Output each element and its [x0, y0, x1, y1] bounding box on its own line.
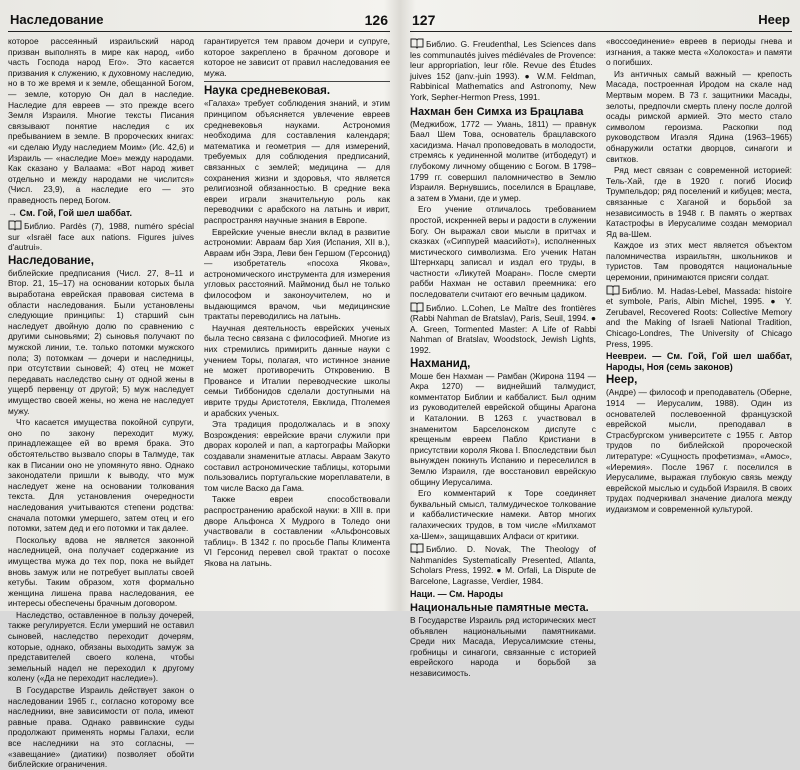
paragraph: которое рассеянный израильский народ призван выполнять в мире как народ, «ибо часть Господа народ Его». Это касается призвания к служению, к духовному наследию, но в то же время и к земле, обещанной Богом, — земле, которую Он дал в наследие. Наследие для евреев — это прежде всего Земля Израиля. Многие тексты Писания связывают понятие наследия с их пребыванием в земле. В пророческих книгах: «и сделаю Иуду наследием Моим» (Ис. 42,6) и Израиль — «наследие Мое» между народами. Как сказано у Валаама: «Вот народ живет отдельно и между народами не числится» (Числ. 23,9), а наследие его — это праведность перед Богом. [8, 36, 194, 205]
paragraph: Также евреи способствовали распространению арабской науки: в XIII в. при дворе Альфонса X Мудрого в Толедо они участвовали в составлении «Альфонсовых таблиц». В 1342 г. по просьбе Папы Климента VI Герсонид перевел свой трактат о посохе Якова на латынь. [204, 494, 390, 568]
book-icon [410, 38, 424, 48]
bibliography [8, 220, 194, 253]
headword: Национальные памятные места. [410, 602, 589, 615]
paragraph: «воссоединение» евреев в периоды гнева и изгнания, а также места «Холокоста» и памяти о погибших. [606, 36, 792, 68]
bibliography-text: Библио. Pardès (7), 1988, numéro spécial sur «Israël face aux nations. Figures juives d'autrui». [8, 221, 194, 253]
paragraph: Что касается имущества покойной супруги, оно по закону переходит мужу, принадлежащее ей во время брака. Это обстоятельство вызвало споры в Талмуде, так как в Писании оно не упомянуто явно. Однако законодатели пришли к выводу, что муж наследует жене на основании толкования текста. Для установления очередности наследования учитываются степени родства: сначала потомки умершего, затем отец и его потомки, затем дед и его потомки и так далее. [8, 417, 194, 534]
running-title: Неер [758, 12, 790, 27]
bibliography [606, 285, 792, 350]
headword: Неер, [606, 374, 638, 387]
paragraph: «Галаха» требует соблюдения знаний, и этим принципом объясняется увлечение евреев средневековья науками. Астрономия необходима для составления календаря; математика и геометрия — для измерений, требуемых для соблюдения предписаний, связанных с землей; медицина — для сохранения жизни и здоровья, что является религиозной обязанностью. В средние века евреи играли значительную роль как переводчики с арабского на латынь и иврит, распространяя научные знания в Европе. [204, 98, 390, 225]
bibliography-text: Библио. G. Freudenthal, Les Sciences dans les communautés juives médiévales de Provence: leur appropriation, leur rôle. Revue des Études juives 152 (janv.-juin 1993). ● W.M. Feldman, Rabbinical Mathematics and Astronomy, New York, Sepher-Hermon Press, 1991. [410, 39, 596, 102]
see-also: Неевреи. — См. Гой, Гой шел шаббат, Народы, Ноя (семь законов) [606, 351, 792, 372]
paragraph: Каждое из этих мест является объектом паломничества израильтян, школьников и туристов. Там проводятся национальные церемонии, принимаются присяги солдат. [606, 240, 792, 283]
see-also: Наци. — См. Народы [410, 588, 504, 599]
paragraph: Ряд мест связан с современной историей: Тель-Хай, где в 1920 г. погиб Иосиф Трумпельдор; ряд поселений и кибуцев; места, связанные с Хаганой и борьбой за независимость в 1948 г. В память о жертвах Катастрофы в Иерусалиме создан мемориал Яд ва-Шем. [606, 165, 792, 239]
headword: Нахман бен Симха из Брацлава [410, 105, 584, 118]
paragraph: Научная деятельность еврейских ученых была тесно связана с философией. Многие из них стремились примирить данные науки с учением Торы, полагая, что истинное знание не может противоречить Откровению. В Провансе и Италии переводческие школы семьи Тиббонидов сделали доступными на иврите труды Аристотеля, Евклида, Птолемея и арабских ученых. [204, 322, 390, 418]
book-icon [410, 302, 424, 312]
bibliography-text: Библио. D. Novak, The Theology of Nahmanides Systematically Presented, Atlanta, Scholars Press, 1992. ● M. Orfali, La Dispute de Barcelone, Lagrasse, Verdier, 1984. [410, 544, 596, 586]
left-page [0, 0, 398, 770]
bibliography [410, 543, 596, 586]
running-head-left [8, 10, 390, 32]
paragraph: Моше бен Нахман — Рамбан (Жирона 1194 — Акра 1270) — виднейший талмудист, комментатор Библии и каббалист. Был одним из руководителей еврейской общины Арагона и Каталонии. В 1263 г. участвовал в знаменитом Барселонском диспуте с крещеным евреем Пабло Кристиани в присутствии короля Якова I. Впоследствии был вынужден покинуть Испанию и переселился в Землю Израиля, где восстановил еврейскую общину Иерусалима. [410, 370, 596, 487]
page-number: 127 [412, 12, 436, 28]
running-head-right [410, 10, 792, 32]
paragraph: (Меджибож, 1772 — Умань, 1811) — правнук Баал Шем Това, основатель брацлавского хасидизма. Начал проповедовать в молодости, стремясь к уединенной молитве (итбодедут) и глубокому личному общению с Богом. В 1798–1799 гг. совершил паломничество в Землю Израиля. Вернувшись, поселился в Брацлаве, а затем в Умани, где и умер. [410, 118, 596, 203]
left-column-2 [204, 36, 390, 608]
paragraph: Из античных самый важный — крепость Масада, построенная Иродом на скале над Мертвым морем. В 73 г. защитники Масады, зелоты, предпочли смерть плену после долгой осады римской армией. Это место стало символом героизма. Раскопки под руководством Игаэля Ядина (1963–1965) обнаружили остатки дворцов, синагоги и свитков. [606, 68, 792, 164]
right-page [402, 0, 800, 679]
paragraph: (Андре) — философ и преподаватель (Оберне, 1914 — Иерусалим, 1988). Один из основателей послевоенной французской еврейской мысли, преподавал в Страсбургском университете с 1955 г. Автор трудов по библейской пророческой литературе: «Сущность профетизма», «Амос», «Иеремия». После 1967 г. поселился в Иерусалиме, выражая глубокую связь между еврейской мыслью и судьбой Израиля. В своих трудах подчеркивал значение диалога между иудаизмом и современной культурой. [606, 387, 792, 514]
headword: Нахманид, [410, 357, 471, 370]
right-column-1 [410, 36, 596, 679]
paragraph: В Государстве Израиль действует закон о наследовании 1965 г., согласно которому все наследники, вне зависимости от пола, имеют равные права. Однако раввинские суды продолжают применять нормы Галахи, если все наследники на это согласны, — «завещание» (диатики) позволяет обойти библейские ограничения. [8, 685, 194, 770]
paragraph: В Государстве Израиль ряд исторических мест объявлен национальными памятниками. Среди них Масада, Иерусалимские стены, гробницы и синагоги, связанные с историей еврейского народа и борьбой за независимость. [410, 615, 596, 679]
paragraph: Его учение отличалось требованием простой, искренней веры и радости в служении Богу. Он выражал свои мысли в притчах и сказках («Сиппурей маасийот»), исполненных мистического символизма. Его ученик Натан Штернхарц записал и издал его труды, в частности «Ликутей Моаран». После смерти рабби Нахман не оставил преемника: его последователи считают его вечным цадиком. [410, 204, 596, 300]
left-column-1 [8, 36, 194, 770]
paragraph: Его комментарий к Торе соединяет буквальный смысл, талмудическое толкование и каббалистические намеки. Автор многих галахических трудов, в том числе «Милхамот ха-Шем», защищавших Алфаси от критики. [410, 488, 596, 541]
page-number: 126 [364, 12, 388, 28]
bibliography-text: Библио. L.Cohen, Le Maître des frontières (Rabbi Nahman de Bratslav), Paris, Seuil, 1994. ● A. Green, Tormented Master: A Life of Rabbi Nahman of Bratslav, Woodstock, Jewish Lights, 1992. [410, 302, 596, 356]
running-title: Наследование [10, 12, 104, 27]
see-also: → См. Гой, Гой шел шаббат. [8, 207, 133, 218]
paragraph: Эта традиция продолжалась и в эпоху Возрождения: еврейские врачи служили при дворах королей и пап, а картографы Майорки создавали знаменитые атласы. Авраам Закуто составил астрономические таблицы, которыми пользовались португальские мореплаватели, в том числе Васко да Гама. [204, 419, 390, 493]
headword: Наука средневековая. [204, 85, 331, 98]
paragraph: Поскольку вдова не является законной наследницей, она получает содержание из имущества мужа до тех пор, пока не выйдет вновь замуж или не потребует выплаты своей кетубы. Таким образом, хотя формально женщина лишена права наследования, ее интересы обеспечены брачным договором. [8, 534, 194, 609]
paragraph: Наследство, оставленное в пользу дочерей, также регулируется. Если умерший не оставил сыновей, наследство переходит дочерям, которые, однако, обязаны выходить замуж за представителей своего колена, чтобы земельный надел не переходил к другому колену («Да не переходит наследие»). [8, 609, 194, 684]
book-icon [8, 220, 22, 230]
book-icon [410, 543, 424, 553]
divider [204, 81, 390, 82]
paragraph: Еврейские ученые внесли вклад в развитие астрономии: Авраам бар Хия (Испания, XII в.), Авраам ибн Эзра, Леви бен Гершом (Герсонид) — изобретатель «посоха Якова», астрономического инструмента для измерения угловых расстояний. Маймонид был не только философом и законоучителем, но и выдающимся врачом, чьи медицинские трактаты переводились на латынь. [204, 226, 390, 322]
book-icon [606, 285, 620, 295]
bibliography-text: Библио. M. Hadas-Lebel, Massada: histoire et symbole, Paris, Albin Michel, 1995. ● Y. Zerubavel, Recovered Roots: Collective Memory and the Making of Israeli National Tradition, Chicago-Londres, The University of Chicago Press, 1995. [606, 285, 792, 349]
headword: Наследование, [8, 254, 94, 267]
bibliography [410, 302, 596, 356]
paragraph: гарантируется тем правом дочери и супруге, которое закреплено в брачном договоре и которое не зависит от правил наследования ее мужа. [204, 36, 390, 78]
paragraph: библейские предписания (Числ. 27, 8–11 и Втор. 21, 15–17) на основании которых была выработана еврейская правовая система в области наследования. Были установлены следующие принципы: 1) старший сын наследует двойную долю по сравнению с другими сыновьями; 2) сыновья получают по мужской линии, т.е. только потомки мужского пола; 3) потомкам — дочери и наследницы, при отсутствии сыновей; 4) отец не может передавать наследство сыну от одной жены в ущерб первенцу от другой; 5) муж наследует имущество своей жены, но жена не наследует мужу. [8, 267, 194, 416]
bibliography [410, 38, 596, 103]
right-column-2 [606, 36, 792, 608]
